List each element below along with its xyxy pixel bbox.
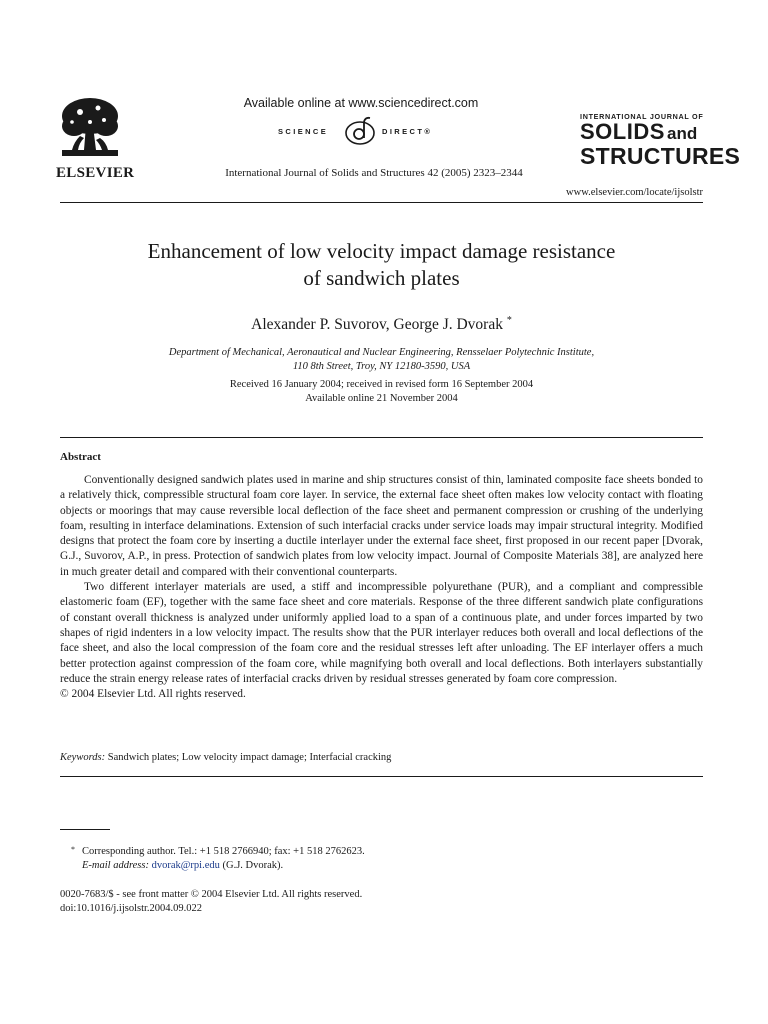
journal-brand-and: and [667, 124, 698, 143]
sciencedirect-d-icon [340, 116, 380, 146]
affiliation-line-1: Department of Mechanical, Aeronautical and Nuclear Engineering, Rensselaer Polytechnic Institute, [168, 347, 595, 358]
corresponding-footnote [60, 845, 703, 859]
elsevier-tree-logo [60, 96, 120, 158]
abstract-body [60, 473, 703, 702]
article-dates [60, 378, 703, 406]
abstract-paragraph-1: Conventionally designed sandwich plates used in marine and ship structures consist of thin, laminated composite face sheets bonded to a relatively thick, compressible structural foam core layer. In service, the external face sheet often makes low velocity contact with floating objects or moorings that may cause reversible local deflection of the face sheet and permanent compression or crushing of the underlying foam, resulting in interface delaminations. Extension of such interfacial cracks under service loads may impair structural integrity. Modified designs that protect the foam core by inserting a ductile interlayer under the external face sheet, first proposed in our recent paper [Dvorak, G.J., Suvorov, A.P., in press. Protection of sandwich plates from low velocity impact. Journal of Composite Materials 38], are analyzed here in much greater detail and compared with their conventional counterparts. [60, 474, 703, 578]
journal-brand-structures: STRUCTURES [580, 143, 741, 169]
affiliation [60, 346, 703, 374]
journal-citation: International Journal of Solids and Structures 42 (2005) 2323–2344 [225, 167, 523, 179]
title-line-1: Enhancement of low velocity impact damage resistance [147, 239, 616, 263]
sd-right-text: DIRECT® [382, 127, 433, 136]
corresponding-text: Corresponding author. Tel.: +1 518 2766940; fax: +1 518 2762623. [82, 846, 365, 857]
corresponding-author-mark[interactable]: * [506, 315, 512, 326]
abstract-bottom-rule [60, 776, 703, 777]
footnote-rule [60, 829, 110, 830]
email-suffix: (G.J. Dvorak). [222, 860, 284, 871]
doi-link[interactable]: doi:10.1016/j.ijsolstr.2004.09.022 [60, 903, 203, 914]
abstract-paragraph-2: Two different interlayer materials are used, a stiff and incompressible polyurethane (PUR), and a compliant and compressible elastomeric foam (EF), together with the same face sheet and core materials. Response of the three different sandwich plate configurations of constant overall thickness is analyzed under uniformly applied load to a span of a continuous plate, and under forces imparted by two shapes of rigid indenters in a low velocity impact. The results show that the PUR interlayer reduces both overall and local deflections of the face sheet, and also the local compression of the foam core and the residual stresses left after unloading. The EF interlayer offers a much better protection against compression of the foam core, while magnifying both overall and local deflections. Both interlayers substantially reduce the strain energy release rates of interfacial cracks driven by residual stresses generated by foam core compression. [60, 581, 703, 685]
journal-url-link[interactable]: www.elsevier.com/locate/ijsolstr [566, 187, 703, 198]
header-rule [60, 202, 703, 203]
issn-line: 0020-7683/$ - see front matter © 2004 Elsevier Ltd. All rights reserved. [60, 889, 363, 900]
sd-left-text: SCIENCE [278, 127, 329, 136]
title-line-2: of sandwich plates [303, 266, 460, 290]
available-online-text: Available online at www.sciencedirect.com [243, 96, 479, 110]
author-names: Alexander P. Suvorov, George J. Dvorak [251, 316, 503, 333]
email-footnote [60, 859, 703, 873]
abstract-copyright: © 2004 Elsevier Ltd. All rights reserved. [60, 688, 246, 701]
available-date: Available online 21 November 2004 [305, 393, 458, 404]
abstract-top-rule [60, 437, 703, 438]
affiliation-line-2: 110 8th Street, Troy, NY 12180-3590, USA [292, 361, 471, 372]
article-title [60, 238, 703, 292]
footnote-star: * [71, 845, 75, 854]
journal-brand-solids: SOLIDS [580, 119, 665, 144]
journal-brand-line1: INTERNATIONAL JOURNAL OF [580, 112, 704, 121]
abstract-heading: Abstract [60, 451, 101, 463]
keywords-text: Sandwich plates; Low velocity impact damage; Interfacial cracking [107, 752, 392, 763]
keywords [60, 751, 703, 765]
email-link[interactable]: dvorak@rpi.edu [151, 860, 220, 871]
received-date: Received 16 January 2004; received in revised form 16 September 2004 [229, 379, 534, 390]
sciencedirect-logo [278, 116, 448, 146]
author-list [60, 311, 703, 335]
publisher-name: ELSEVIER [56, 165, 135, 181]
email-label: E-mail address: [82, 860, 149, 871]
keywords-label: Keywords: [60, 752, 106, 763]
